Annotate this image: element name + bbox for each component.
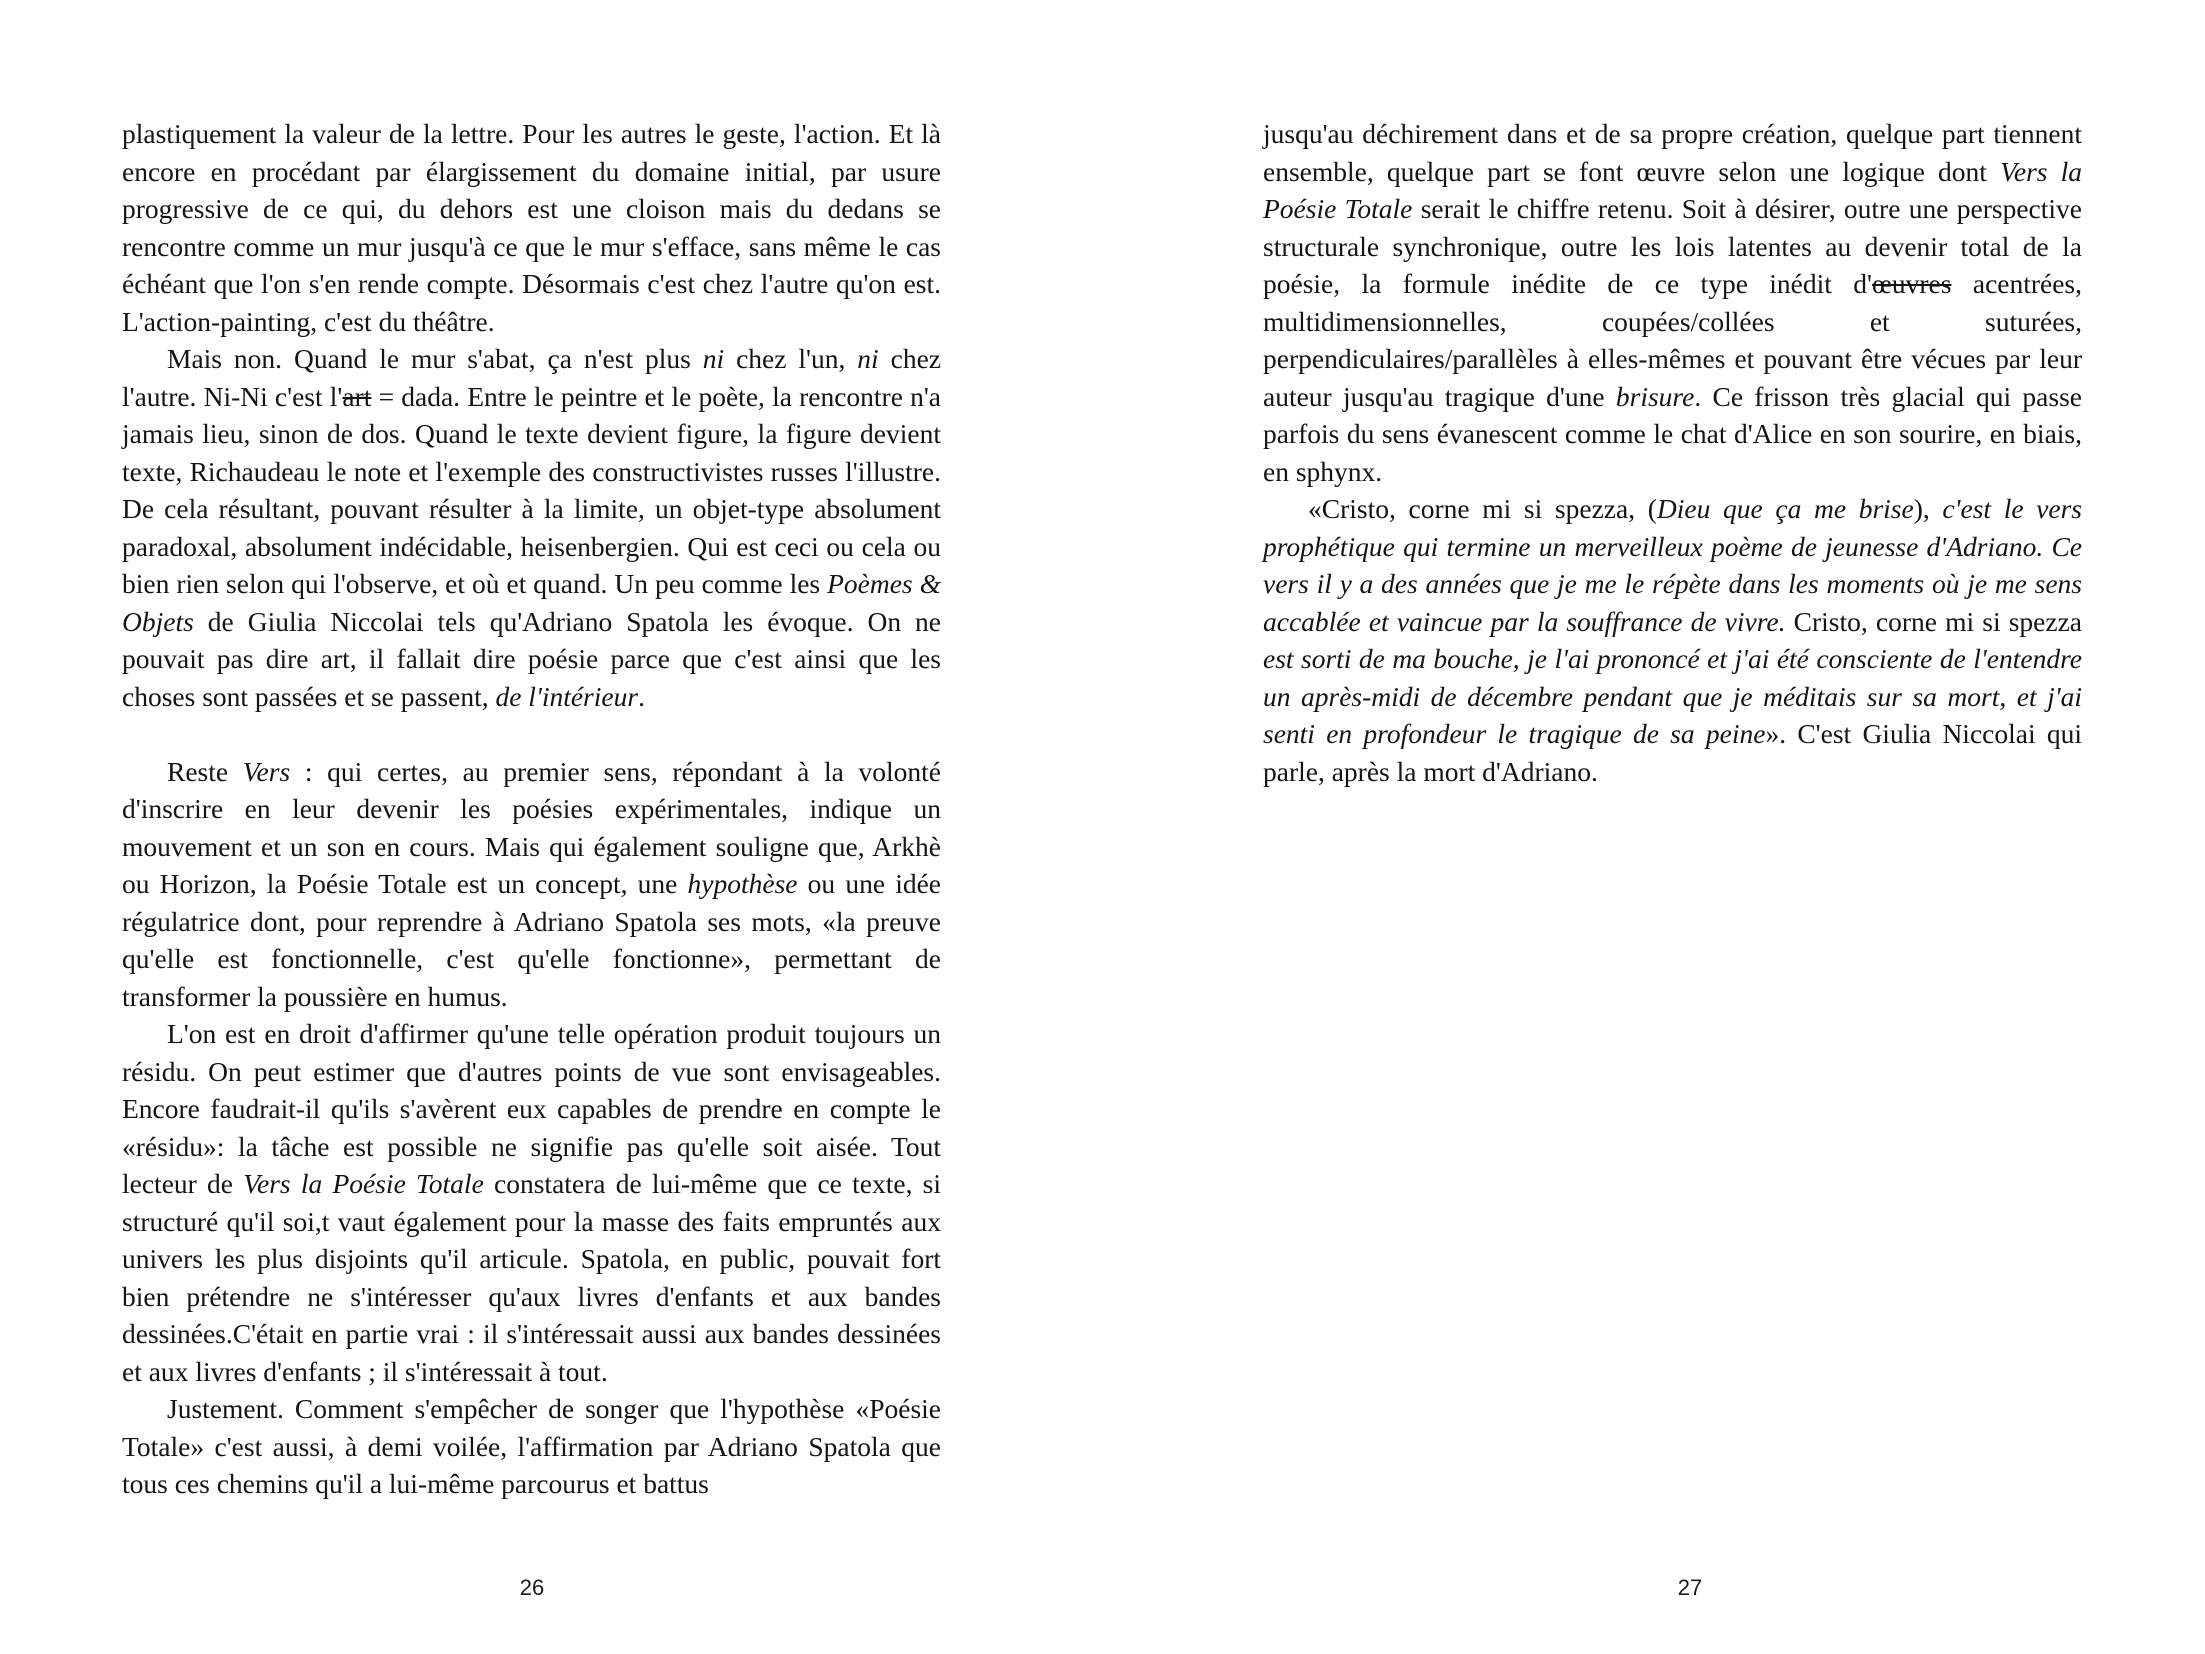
paragraph [122, 1015, 941, 1390]
italic-text: brisure [1615, 380, 1695, 412]
italic-text: de l'intérieur [495, 680, 639, 712]
text-run: Justement. Comment s'empêcher de songer que l'hypothèse «Poésie Totale» c'est aussi, à demi voilée, l'affirmation par Adriano Spatola que tous ces chemins qu'il a lui-même parcourus et battus [122, 1393, 941, 1499]
italic-text: Vers [242, 755, 291, 787]
page-number-right: 27 [1677, 1575, 1703, 1600]
left-page [0, 0, 1102, 1654]
paragraph [122, 753, 941, 1016]
text-run: chez l'autre. Ni-Ni c'est l' [122, 343, 941, 412]
text-run: ou une idée régulatrice dont, pour reprendre à Adriano Spatola ses mots, «la preuve qu'elle est fonctionnelle, c'est qu'elle fonctionne», permettant de transformer la poussière en humus. [122, 868, 942, 1012]
text-run: Reste [167, 755, 243, 787]
text-run: jusqu'au déchirement dans et de sa propre création, quelque part tiennent ensemble, quelque part se font œuvre selon une logique dont [1263, 118, 2082, 187]
struck-through-text: art [342, 380, 372, 412]
italic-text: est sorti de ma bouche, je l'ai prononcé et j'ai été consciente de l'entendre un après-midi de décembre pendant que je méditais sur sa mort, et j'ai senti en profondeur le tragique de sa peine [1263, 643, 2082, 749]
text-run: «Cristo, corne mi si spezza, ( [1308, 493, 1657, 524]
text-run: ), [1913, 493, 1943, 524]
paragraph [122, 115, 941, 340]
text-run: Cristo, corne mi si spezza [1785, 605, 2082, 637]
italic-text: ni [857, 343, 879, 374]
text-run: . [638, 680, 645, 712]
italic-text: Vers la Poésie Totale [243, 1168, 484, 1199]
italic-text: Poèmes & Objets [122, 568, 942, 637]
italic-text: Dieu que ça me brise [1656, 493, 1914, 524]
page-number-left: 26 [519, 1575, 545, 1600]
text-run: acentrées, multidimensionnelles, coupées/collées et suturées, perpendiculaires/parallèles à elles-mêmes et pouvant être vécues par leur auteur jusqu'au tragique d'une [1263, 268, 2083, 412]
text-run: plastiquement la valeur de la lettre. Pour les autres le geste, l'action. Et là encore en procédant par élargissement du domaine initial, par usure progressive de ce qui, du dehors est une cloison mais du dedans se rencontre comme un mur jusqu'à ce que le mur s'efface, sans même le cas échéant que l'on s'en rende compte. Désormais c'est chez l'autre qu'on est. L'action-painting, c'est du théâtre. [122, 118, 941, 337]
text-run: : qui certes, au premier sens, répondant à la volonté d'inscrire en leur devenir les poésies expérimentales, indique un mouvement et un son en cours. Mais qui également souligne que, Arkhè ou Horizon, la Poésie Totale est un concept, une [122, 755, 941, 899]
paragraph [122, 1390, 941, 1503]
struck-through-text: œuvres [1872, 268, 1952, 299]
paragraph [122, 340, 941, 715]
left-page-body [122, 115, 941, 1503]
text-run: ». C'est Giulia Niccolai qui parle, après la mort d'Adriano. [1263, 718, 2082, 787]
text-run: = dada. Entre le peintre et le poète, la rencontre n'a jamais lieu, sinon de dos. Quand le texte devient figure, la figure devient texte, Richaudeau le note et l'exemple des constructivistes russes l'illustre. De cela résultant, pouvant résulter à la limite, un objet-type absolument paradoxal, absolument indécidable, heisenbergien. Qui est ceci ou cela ou bien rien selon qui l'observe, et où et quand. Un peu comme les [122, 380, 941, 599]
right-page [1102, 0, 2204, 1654]
text-run: L'on est en droit d'affirmer qu'une telle opération produit toujours un résidu. On peut estimer que d'autres points de vue sont envisageables. Encore faudrait-il qu'ils s'avèrent eux capables de prendre en compte le «résidu»: la tâche est possible ne signifie pas qu'elle soit aisée. Tout lecteur de [122, 1018, 941, 1199]
italic-text: c'est le vers prophétique qui termine un merveilleux poème de jeunesse d'Adriano. Ce vers il y a des années que je me le répète dans les moments où je me sens accablée et vaincue par la souffrance de vivre. [1263, 493, 2083, 637]
right-page-body [1263, 115, 2082, 790]
italic-text: hypothèse [687, 868, 798, 899]
text-run: chez l'un, [724, 343, 858, 374]
paragraph [1263, 490, 2082, 790]
text-run: Mais non. Quand le mur s'abat, ça n'est plus [167, 343, 703, 374]
text-run: de Giulia Niccolai tels qu'Adriano Spatola les évoque. On ne pouvait pas dire art, il fallait dire poésie parce que c'est ainsi que les choses sont passées et se passent, [122, 605, 941, 712]
text-run: . Ce frisson très glacial qui passe parfois du sens évanescent comme le chat d'Alice en son sourire, en biais, en sphynx. [1263, 380, 2083, 487]
paragraph [1263, 115, 2082, 490]
text-run: serait le chiffre retenu. Soit à désirer, outre une perspective structurale synchronique, outre les lois latentes au devenir total de la poésie, la formule inédite de ce type inédit d' [1263, 193, 2082, 299]
italic-text: Vers la Poésie Totale [1263, 155, 2083, 224]
text-run: constatera de lui-même que ce texte, si structuré qu'il soi,t vaut également pour la masse des faits empruntés aux univers les plus disjoints qu'il articule. Spatola, en public, pouvait fort bien prétendre ne s'intéresser qu'aux livres d'enfants et aux bandes dessinées.C'était en partie vrai : il s'intéressait aussi aux bandes dessinées et aux livres d'enfants ; il s'intéressait à tout. [122, 1168, 942, 1387]
italic-text: ni [702, 343, 725, 374]
